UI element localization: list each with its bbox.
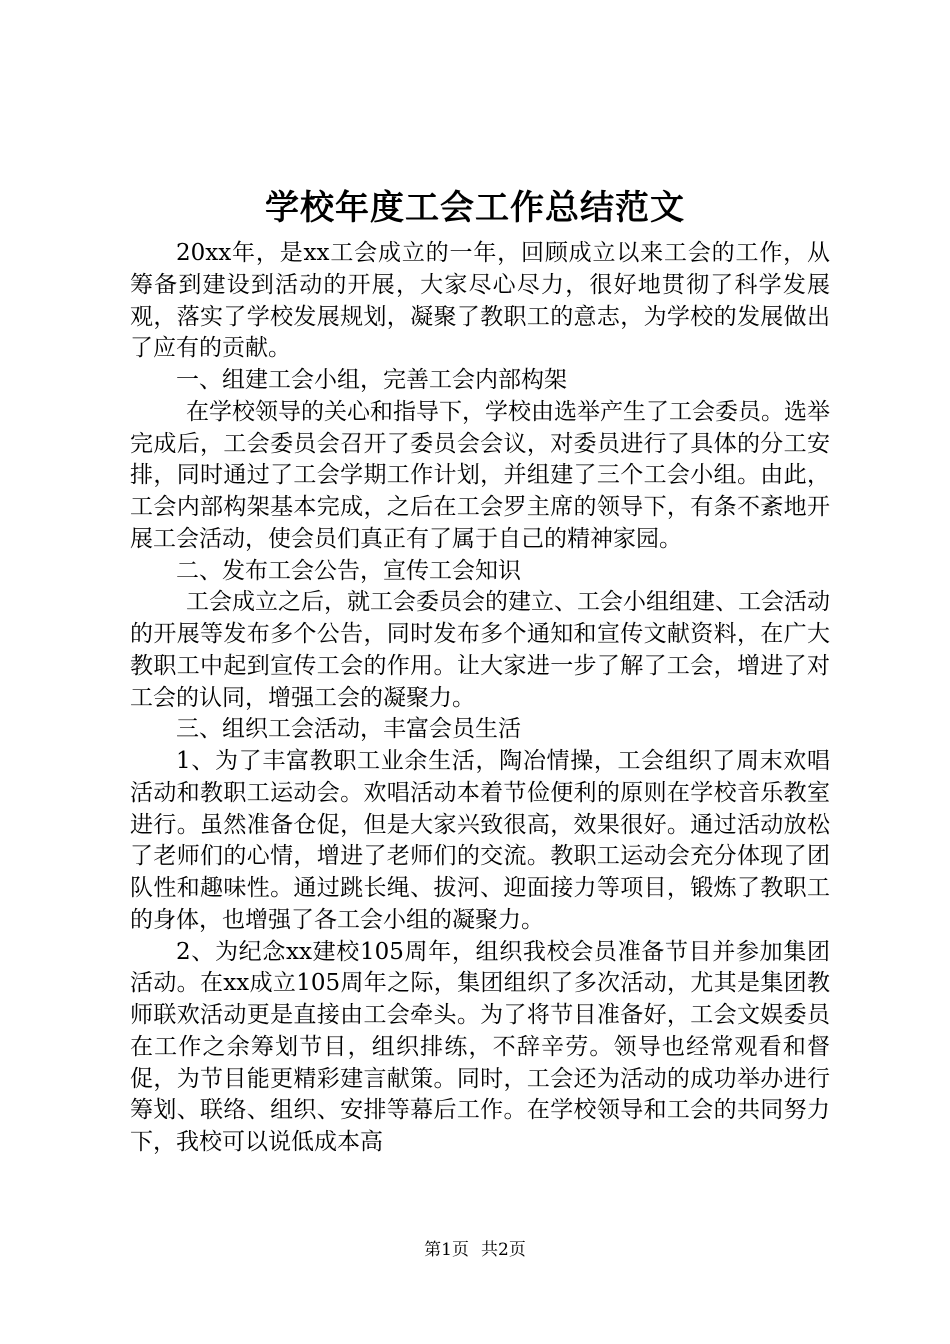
page-footer bbox=[0, 1238, 950, 1262]
section-heading-2: 二、发布工会公告，宣传工会知识 bbox=[176, 557, 521, 584]
section-3-item-2: 2、为纪念xx建校105周年，组织我校会员准备节目并参加集团活动。在xx成立105周年之际，集团组织了多次活动，尤其是集团教师联欢活动更是直接由工会牵头。为了将节目准备好，工会文娱委员在工作之余筹划节目，组织排练，不辞辛劳。领导也经常观看和督促，为节目能更精彩建言献策。同时，工会还为活动的成功举办进行筹划、联络、组织、安排等幕后工作。在学校领导和工会的共同努力下，我校可以说低成本高 bbox=[130, 938, 830, 1155]
document-body bbox=[130, 238, 830, 1159]
section-2-paragraph: 工会成立之后，就工会委员会的建立、工会小组组建、工会活动的开展等发布多个公告，同时发布多个通知和宣传文献资料，在广大教职工中起到宣传工会的作用。让大家进一步了解了工会，增进了对工会的认同，增强工会的凝聚力。 bbox=[130, 589, 830, 711]
section-heading-1: 一、组建工会小组，完善工会内部构架 bbox=[176, 367, 567, 393]
intro-paragraph: 20xx年，是xx工会成立的一年，回顾成立以来工会的工作，从筹备到建设到活动的开展，大家尽心尽力，很好地贯彻了科学发展观，落实了学校发展规划，凝聚了教职工的意志，为学校的发展做出了应有的贡献。 bbox=[130, 240, 830, 362]
page-total: 共2页 bbox=[481, 1240, 526, 1260]
section-heading-3: 三、组织工会活动，丰富会员生活 bbox=[176, 716, 521, 743]
section-1-paragraph: 在学校领导的关心和指导下，学校由选举产生了工会委员。选举完成后，工会委员会召开了委员会会议，对委员进行了具体的分工安排，同时通过了工会学期工作计划，并组建了三个工会小组。由此，工会内部构架基本完成，之后在工会罗主席的领导下，有条不紊地开展工会活动，使会员们真正有了属于自己的精神家园。 bbox=[130, 398, 830, 552]
section-3-item-1: 1、为了丰富教职工业余生活，陶冶情操，工会组织了周末欢唱活动和教职工运动会。欢唱活动本着节俭便利的原则在学校音乐教室进行。虽然准备仓促，但是大家兴致很高，效果很好。通过活动放松了老师们的心情，增进了老师们的交流。教职工运动会充分体现了团队性和趣味性。通过跳长绳、拔河、迎面接力等项目，锻炼了教职工的身体，也增强了各工会小组的凝聚力。 bbox=[130, 748, 830, 933]
page-number: 第1页 bbox=[424, 1240, 469, 1260]
document-title: 学校年度工会工作总结范文 bbox=[265, 188, 685, 228]
